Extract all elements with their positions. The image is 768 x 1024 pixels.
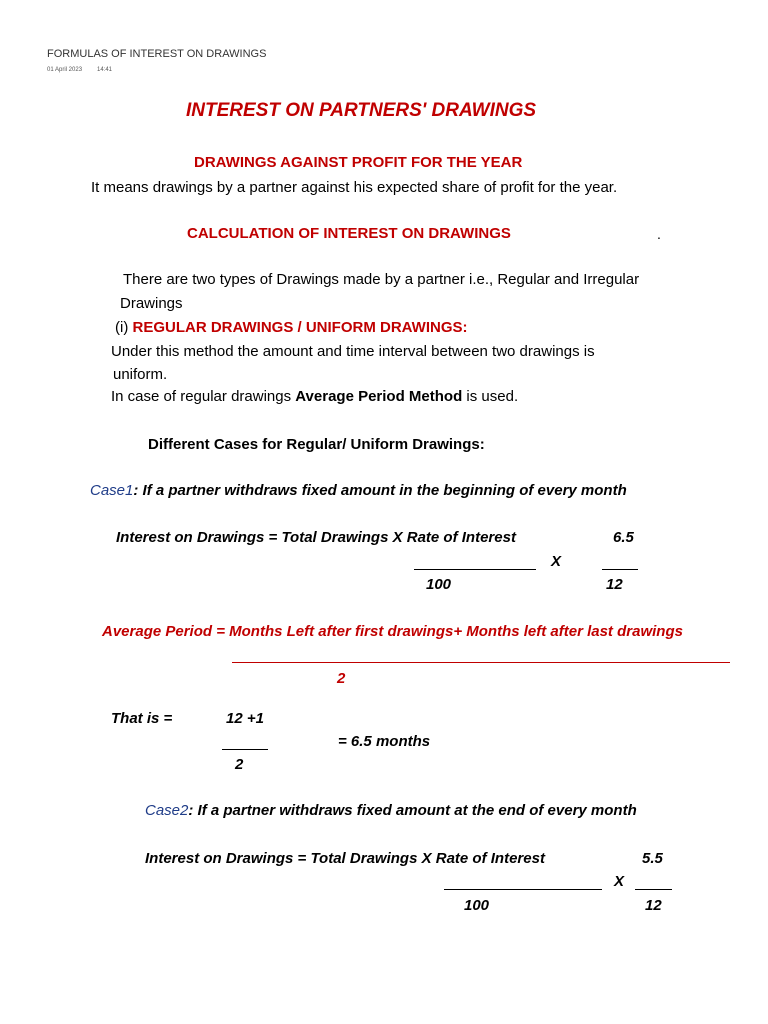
- method-line-1: Under this method the amount and time interval between two drawings is: [111, 343, 595, 360]
- section-heading-calculation: CALCULATION OF INTEREST ON DRAWINGS: [187, 225, 511, 242]
- average-period-fraction-line: [232, 662, 730, 663]
- case2-times: X: [614, 873, 625, 890]
- case1-text: : If a partner withdraws fixed amount in the beginning of every month: [133, 482, 627, 499]
- calc-fraction-line: [222, 749, 268, 750]
- stray-dot: .: [657, 226, 661, 242]
- page-title: INTEREST ON PARTNERS' DRAWINGS: [186, 100, 537, 121]
- cases-heading: Different Cases for Regular/ Uniform Drawings:: [148, 436, 485, 453]
- avg-suffix: is used.: [462, 388, 519, 405]
- average-period-formula: Average Period = Months Left after first drawings+ Months left after last drawings: [102, 623, 683, 640]
- case2-formula: Interest on Drawings = Total Drawings X Rate of Interest: [145, 850, 545, 867]
- method-line-2: uniform.: [113, 366, 168, 383]
- avg-bold: Average Period Method: [295, 388, 463, 405]
- case2-denominator-12: 12: [645, 897, 662, 914]
- average-period-line: [111, 388, 518, 405]
- case1-times: X: [551, 553, 562, 570]
- regular-prefix: (i): [115, 319, 133, 336]
- that-is-label: That is =: [111, 710, 173, 727]
- case2-denominator-100: 100: [464, 897, 490, 914]
- case1-fraction-line-2: [602, 569, 638, 570]
- case1-fraction-line-1: [414, 569, 536, 570]
- case1-numerator: 6.5: [613, 529, 634, 546]
- case2-text: : If a partner withdraws fixed amount at the end of every month: [188, 802, 637, 819]
- case2-numerator: 5.5: [642, 850, 663, 867]
- calc-result: = 6.5 months: [338, 733, 431, 750]
- case2-line: [145, 802, 637, 819]
- section-heading-drawings-against-profit: DRAWINGS AGAINST PROFIT FOR THE YEAR: [194, 154, 523, 171]
- case2-fraction-line-1: [444, 889, 602, 890]
- case2-label: Case2: [145, 802, 189, 819]
- intro-line-2: Drawings: [120, 295, 183, 312]
- regular-heading: REGULAR DRAWINGS / UNIFORM DRAWINGS:: [132, 319, 468, 336]
- regular-drawings-line: [115, 319, 468, 336]
- case1-denominator-12: 12: [606, 576, 623, 593]
- case1-label: Case1: [90, 482, 134, 499]
- note-time: 14:41: [97, 67, 113, 73]
- avg-prefix: In case of regular drawings: [111, 388, 296, 405]
- case2-fraction-line-2: [635, 889, 672, 890]
- calc-denominator: 2: [235, 756, 244, 773]
- case1-denominator-100: 100: [426, 576, 452, 593]
- calc-numerator: 12 +1: [226, 710, 264, 727]
- case1-line: [90, 482, 627, 499]
- case1-formula: Interest on Drawings = Total Drawings X Rate of Interest: [116, 529, 516, 546]
- intro-line-1: There are two types of Drawings made by a partner i.e., Regular and Irregular: [123, 271, 640, 288]
- note-date: 01 April 2023: [47, 67, 83, 73]
- average-period-denominator: 2: [337, 670, 346, 687]
- notebook-title: FORMULAS OF INTEREST ON DRAWINGS: [47, 48, 267, 60]
- section-text-drawings-meaning: It means drawings by a partner against his expected share of profit for the year.: [91, 179, 618, 196]
